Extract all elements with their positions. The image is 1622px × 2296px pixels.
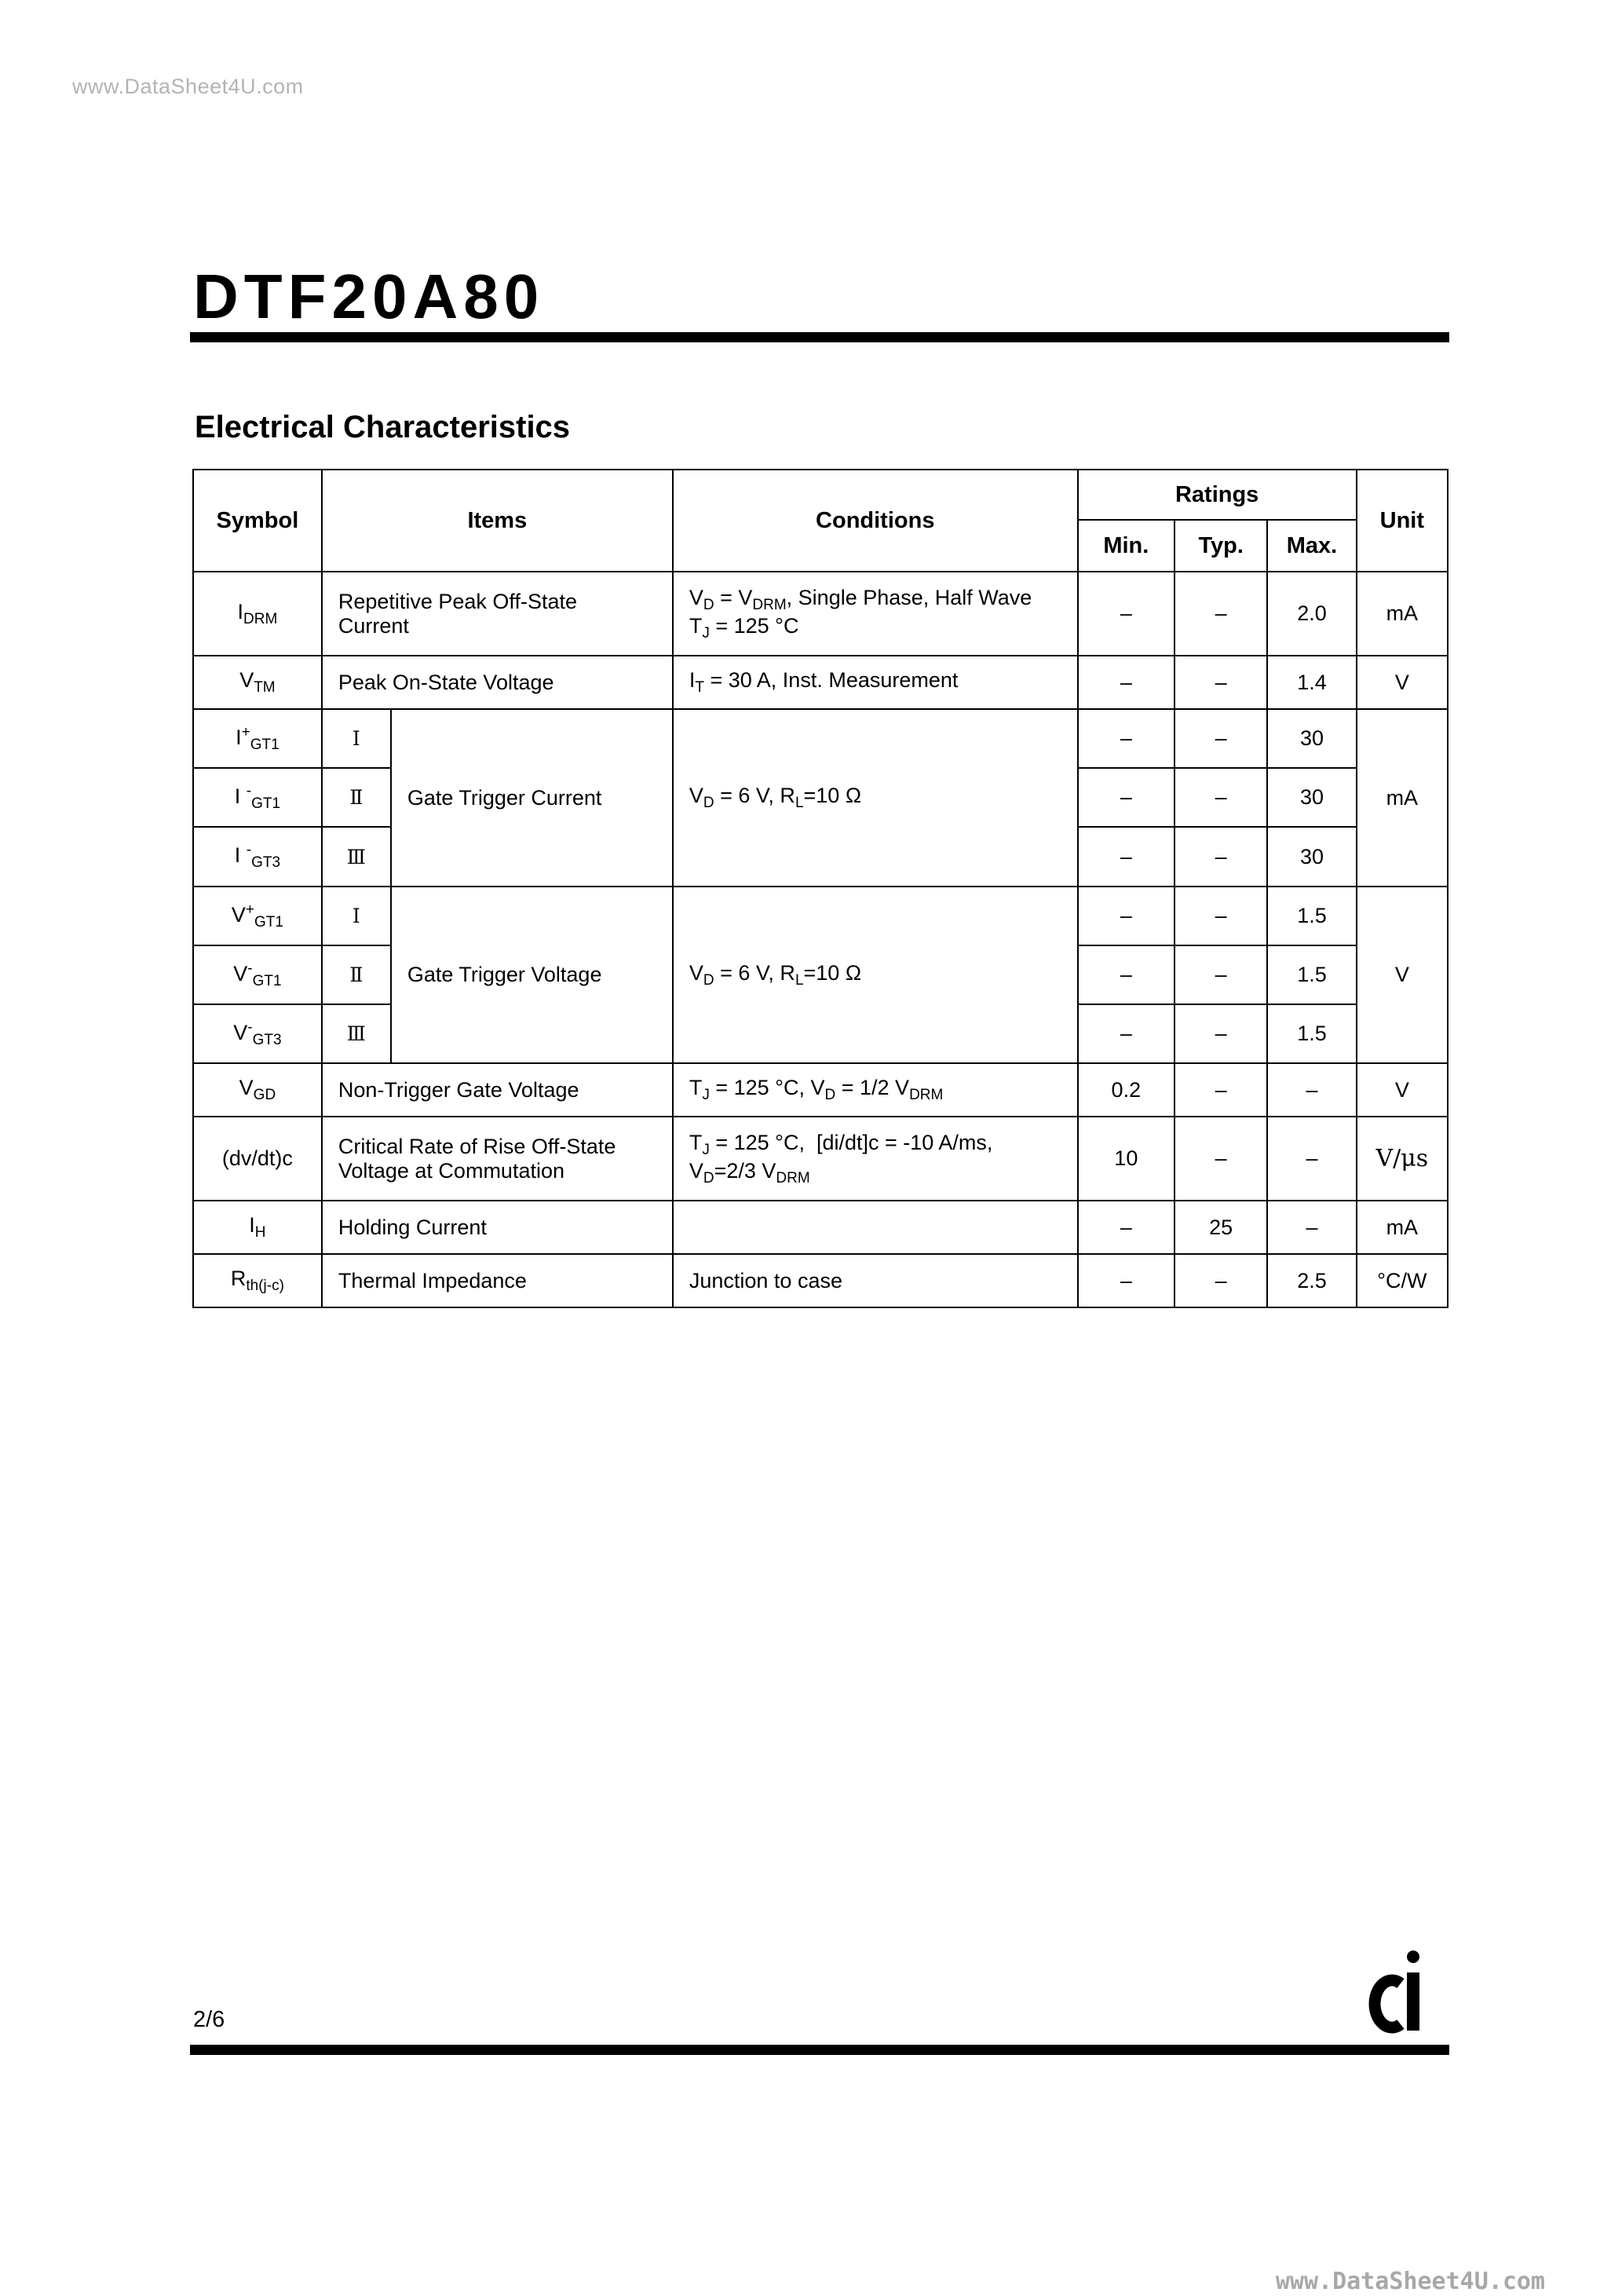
typ-cell: – [1174,572,1267,656]
typ-cell: – [1174,1117,1267,1201]
min-cell: – [1078,1201,1174,1254]
symbol-cell: $I_{DRM}$ [193,572,322,656]
min-cell: – [1078,768,1174,827]
watermark-top[interactable]: www.DataSheet4U.com [72,75,304,98]
min-cell: – [1078,572,1174,656]
min-cell: – [1078,887,1174,945]
max-cell: – [1267,1201,1356,1254]
min-cell: – [1078,1004,1174,1063]
table-row [193,572,1448,656]
max-cell: 30 [1267,827,1356,887]
conditions-cell: Junction to case [673,1254,1078,1307]
typ-cell: – [1174,887,1267,945]
item-cell: Peak On-State Voltage [322,656,673,709]
max-cell: 30 [1267,709,1356,768]
typ-cell: 25 [1174,1201,1267,1254]
symbol-cell: $V_{TM}$ [193,656,322,709]
max-cell: 1.5 [1267,1004,1356,1063]
min-cell: – [1078,1254,1174,1307]
typ-cell: – [1174,1004,1267,1063]
symbol-cell: I -$_{GT1}$ [193,768,322,827]
typ-cell: – [1174,1254,1267,1307]
max-cell: – [1267,1063,1356,1117]
unit-cell: V [1357,1063,1448,1117]
page-number: 2/6 [193,2007,225,2032]
conditions-cell: $V_D = 6$ V, $R_L=10$ Ω [673,709,1078,887]
item-cell: Non-Trigger Gate Voltage [322,1063,673,1117]
max-cell: 30 [1267,768,1356,827]
table-row [193,1201,1448,1254]
watermark-bottom[interactable]: www.DataSheet4U.com [1275,2268,1545,2295]
table-row [193,1117,1448,1201]
max-cell: 2.5 [1267,1254,1356,1307]
min-cell: – [1078,709,1174,768]
max-cell: 1.4 [1267,656,1356,709]
top-rule [190,332,1449,342]
min-cell: 10 [1078,1117,1174,1201]
symbol-cell: $V^-_{GT1}$ [193,945,322,1004]
min-cell: 0.2 [1078,1063,1174,1117]
typ-cell: – [1174,768,1267,827]
symbol-cell: $V^-_{GT3}$ [193,1004,322,1063]
company-logo-icon [1366,1949,1429,2034]
quadrant-cell: Ⅲ [322,827,391,887]
electrical-characteristics-table [192,469,1448,1308]
unit-cell: V/μs [1357,1117,1448,1201]
quadrant-cell: Ⅰ [322,709,391,768]
header-unit: Unit [1357,470,1448,572]
table-row [193,656,1448,709]
unit-cell: mA [1357,709,1448,887]
symbol-cell: I -$_{GT3}$ [193,827,322,887]
symbol-cell: $V^+_{GT1}$ [193,887,322,945]
header-typ: Typ. [1174,520,1267,572]
header-min: Min. [1078,520,1174,572]
table-row [193,887,1448,945]
unit-cell: °C/W [1357,1254,1448,1307]
table-row [193,709,1448,768]
header-symbol: Symbol [193,470,322,572]
quadrant-cell: Ⅰ [322,887,391,945]
item-cell: Gate Trigger Voltage [391,887,673,1063]
unit-cell: V [1357,656,1448,709]
section-title: Electrical Characteristics [195,410,571,444]
unit-cell: mA [1357,1201,1448,1254]
symbol-cell: $V_{GD}$ [193,1063,322,1117]
min-cell: – [1078,827,1174,887]
quadrant-cell: Ⅲ [322,1004,391,1063]
document-title: DTF20A80 [193,261,545,331]
conditions-cell: $V_D = 6$ V, $R_L=10$ Ω [673,887,1078,1063]
header-conditions: Conditions [673,470,1078,572]
conditions-cell: $I_T = 30$ A, Inst. Measurement [673,656,1078,709]
quadrant-cell: Ⅱ [322,945,391,1004]
typ-cell: – [1174,1063,1267,1117]
item-cell: Holding Current [322,1201,673,1254]
unit-cell: V [1357,887,1448,1063]
quadrant-cell: Ⅱ [322,768,391,827]
symbol-cell: $R_{th(j-c)}$ [193,1254,322,1307]
item-cell: Critical Rate of Rise Off-State Voltage at Commutation [322,1117,673,1201]
min-cell: – [1078,945,1174,1004]
header-ratings: Ratings [1078,470,1357,520]
unit-cell: mA [1357,572,1448,656]
conditions-cell: $V_D = V_{DRM}$, Single Phase, Half Wave $T_J = 125$ °C [673,572,1078,656]
header-items: Items [322,470,673,572]
table-row [193,1063,1448,1117]
symbol-cell: (dv/dt)c [193,1117,322,1201]
bottom-rule [190,2045,1449,2055]
max-cell: 1.5 [1267,887,1356,945]
typ-cell: – [1174,709,1267,768]
symbol-cell: $I^+_{GT1}$ [193,709,322,768]
item-cell: Thermal Impedance [322,1254,673,1307]
max-cell: 1.5 [1267,945,1356,1004]
min-cell: – [1078,656,1174,709]
conditions-cell [673,1201,1078,1254]
header-max: Max. [1267,520,1356,572]
item-cell: Gate Trigger Current [391,709,673,887]
conditions-cell: $T_J = 125$ °C, $V_D = 1/2$ $V_{DRM}$ [673,1063,1078,1117]
table-row [193,1254,1448,1307]
symbol-cell: $I_H$ [193,1201,322,1254]
item-cell: Repetitive Peak Off-State Current [322,572,673,656]
typ-cell: – [1174,945,1267,1004]
max-cell: – [1267,1117,1356,1201]
typ-cell: – [1174,656,1267,709]
max-cell: 2.0 [1267,572,1356,656]
typ-cell: – [1174,827,1267,887]
conditions-cell: $T_J = 125$ °C, [di/dt]c = -10 A/ms, $V_D=2/3$ $V_{DRM}$ [673,1117,1078,1201]
